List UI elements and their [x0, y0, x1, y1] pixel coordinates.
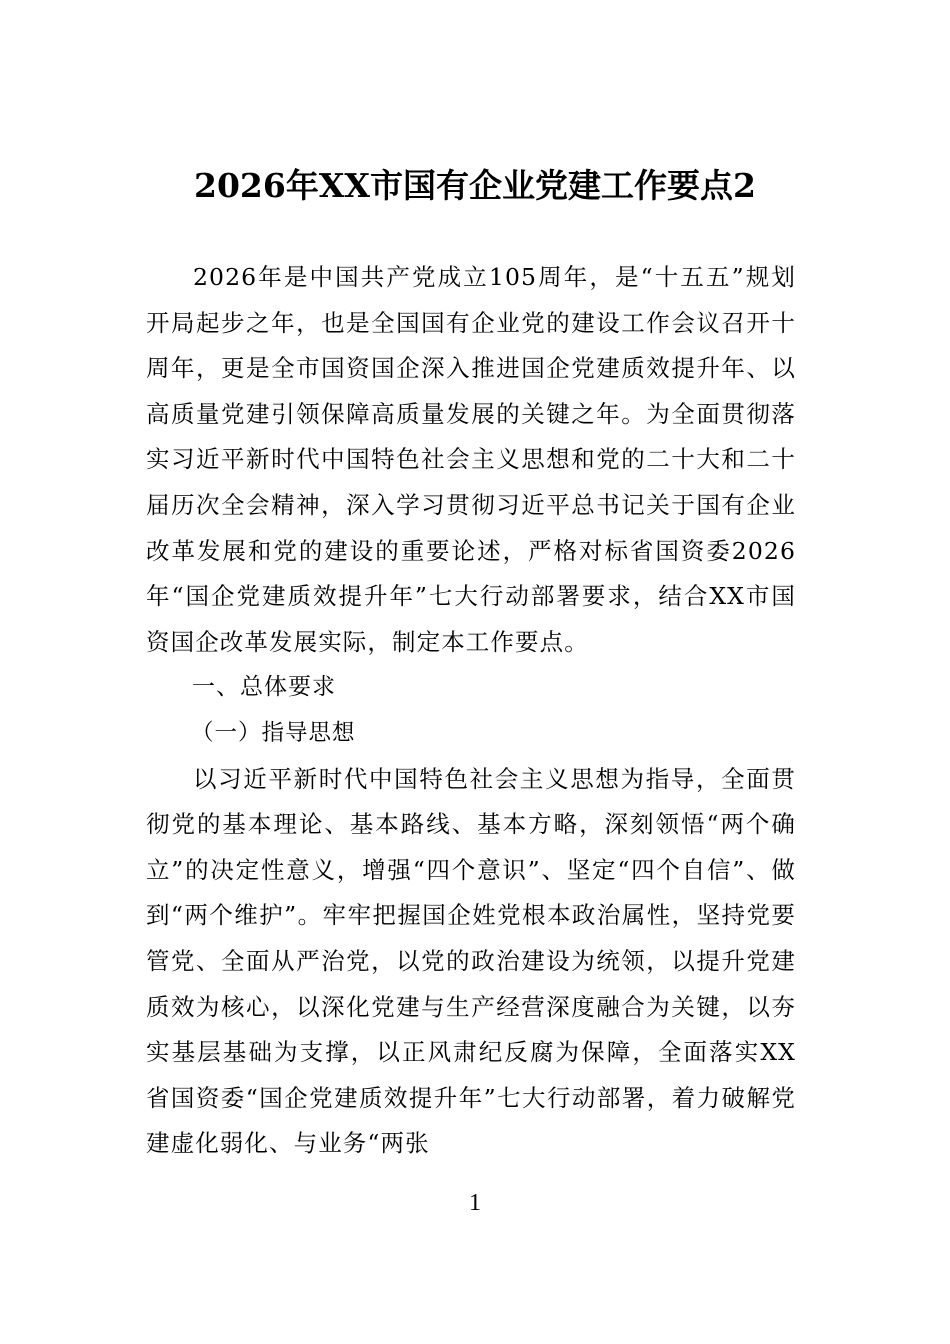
- document-body: [146, 255, 796, 1167]
- guiding-ideology-paragraph: 以习近平新时代中国特色社会主义思想为指导，全面贯彻党的基本理论、基本路线、基本方略，深刻领悟“两个确立”的决定性意义，增强“四个意识”、坚定“四个自信”、做到“两个维护”。牢牢把握国企姓党根本政治属性，坚持党要管党、全面从严治党，以党的政治建设为统领，以提升党建质效为核心，以深化党建与生产经营深度融合为关键，以夯实基层基础为支撑，以正风肃纪反腐为保障，全面落实XX省国资委“国企党建质效提升年”七大行动部署，着力破解党建虚化弱化、与业务“两张: [146, 764, 796, 1158]
- page-number: 1: [469, 1190, 481, 1216]
- document-title: 2026年XX市国有企业党建工作要点2: [193, 166, 756, 205]
- subsection-heading-guiding-ideology: （一）指导思想: [191, 719, 356, 746]
- intro-paragraph: 2026年是中国共产党成立105周年，是“十五五”规划开局起步之年，也是全国国有企业党的建设工作会议召开十周年，更是全市国资国企深入推进国企党建质效提升年、以高质量党建引领保障高质量发展的关键之年。为全面贯彻落实习近平新时代中国特色社会主义思想和党的二十大和二十届历次全会精神，深入学习贯彻习近平总书记关于国有企业改革发展和党的建设的重要论述，严格对标省国资委2026年“国企党建质效提升年”七大行动部署要求，结合XX市国资国企改革发展实际，制定本工作要点。: [146, 263, 796, 656]
- section-heading-overall-requirements: 一、总体要求: [192, 674, 336, 701]
